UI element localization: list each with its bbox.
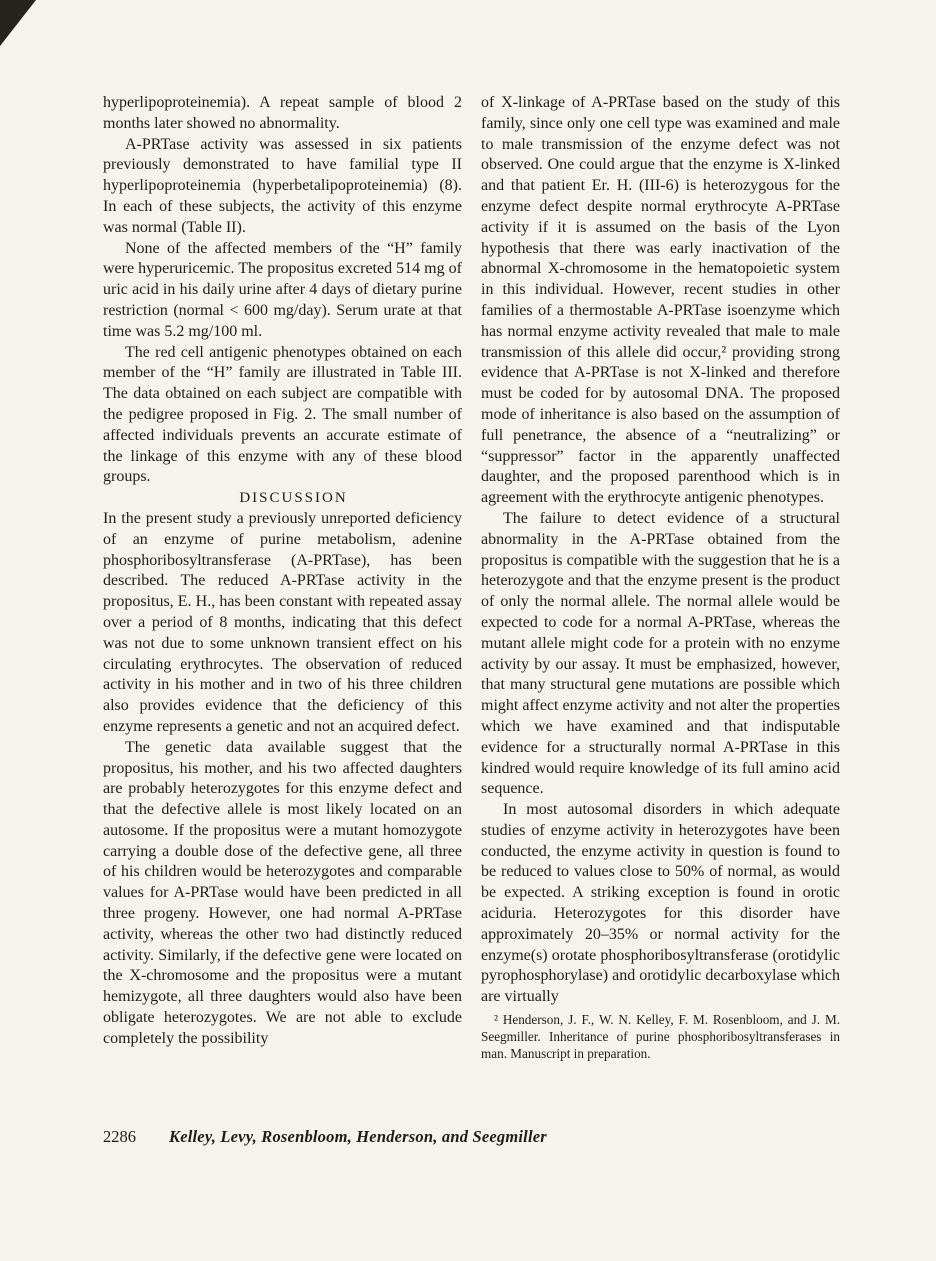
paragraph: In most autosomal disorders in which adequate studies of enzyme activity in heterozygotes have been conducted, the enzyme activity in question is found to be reduced to values close to 50% of normal, as would be expected. A striking exception is found in orotic aciduria. Heterozygotes for this disorder have approximately 20–35% or normal activity for the enzyme(s) orotate phosphoribosyltransferase (orotidylic pyrophosphorylase) and orotidylic decarboxylase which are virtually <box>481 801 841 1006</box>
paragraph: hyperlipoproteinemia). A repeat sample of blood 2 months later showed no abnormality. <box>103 94 462 132</box>
paragraph: The genetic data available suggest that the propositus, his mother, and his two affected daughters are probably heterozygotes for this enzyme defect and that the defective allele is most likely located on an autosome. If the propositus were a mutant homozygote carrying a double dose of the defective gene, all three of his children would be heterozygotes and comparable values for A-PRTase would have been predicted in all three progeny. However, one had normal A-PRTase activity, whereas the other two had distinctly reduced activity. Similarly, if the defective gene were located on the X-chromosome and the propositus were a mutant hemizygote, all three daughters would also have been obligate heterozygotes. We are not able to exclude completely the possibility <box>103 738 462 1047</box>
paragraph: The red cell antigenic phenotypes obtained on each member of the “H” family are illustrated in Table III. The data obtained on each subject are compatible with the pedigree proposed in Fig. 2. The small number of affected individuals prevents an accurate estimate of the linkage of this enzyme with any of these blood groups. <box>103 343 462 486</box>
page-footer <box>103 1127 547 1147</box>
paragraph: A-PRTase activity was assessed in six patients previously demonstrated to have familial type II hyperlipoproteinemia (hyperbetalipoproteinemia) (8). In each of these subjects, the activity of this enzyme was normal (Table II). <box>103 135 462 236</box>
paragraph: In the present study a previously unreported deficiency of an enzyme of purine metabolism, adenine phosphoribosyltransferase (A-PRTase), has been described. The reduced A-PRTase activity in the propositus, E. H., has been constant with repeated assay over a period of 8 months, indicating that this defect was not due to some unknown transient effect on his circulating erythrocytes. The observation of reduced activity in his mother and in two of his three children also provides evidence that the deficiency of this enzyme represents a genetic and not an acquired defect. <box>103 509 462 735</box>
paragraph: of X-linkage of A-PRTase based on the study of this family, since only one cell type was examined and male to male transmission of the enzyme defect was not observed. One could argue that the enzyme is X-linked and that patient Er. H. (III-6) is heterozygous for the enzyme defect despite normal erythrocyte A-PRTase activity if it is assumed on the basis of the Lyon hypothesis that there was early inactivation of the abnormal X-chromosome in the hematopoietic system in this individual. However, recent studies in other families of a thermostable A-PRTase isoenzyme which has normal enzyme activity revealed that male to male transmission of this allele did occur,² providing strong evidence that A-PRTase is not X-linked and therefore must be coded for by autosomal DNA. The proposed mode of inheritance is also based on the assumption of full penetrance, the absence of a “neutralizing” or “suppressor” factor in the apparently unaffected daughter, and the proposed parenthood which is in agreement with the erythrocyte antigenic phenotypes. <box>481 94 840 507</box>
two-column-text-area <box>103 93 840 1063</box>
section-heading-discussion: DISCUSSION <box>239 490 348 507</box>
paragraph: None of the affected members of the “H” family were hyperuricemic. The propositus excreted 514 mg of uric acid in his daily urine after 4 days of dietary purine restriction (normal < 600 mg/day). Serum urate at that time was 5.2 mg/100 ml. <box>103 239 462 340</box>
running-authors: Kelley, Levy, Rosenbloom, Henderson, and Seegmiller <box>169 1127 547 1146</box>
scan-corner-artifact <box>0 0 36 46</box>
right-column <box>481 93 840 1063</box>
paragraph: The failure to detect evidence of a structural abnormality in the A-PRTase obtained from the propositus is compatible with the suggestion that he is a heterozygote and that the enzyme present is the product of only the normal allele. The normal allele would be expected to code for a normal A-PRTase, whereas the mutant allele might code for a protein with no enzyme activity by our assay. It must be emphasized, however, that many structural gene mutations are possible which might affect enzyme activity and not alter the properties which we have examined and that indisputable evidence for a structurally normal A-PRTase in this kindred would require knowledge of its full amino acid sequence. <box>481 509 840 798</box>
left-column <box>103 93 462 1063</box>
footnote: ² Henderson, J. F., W. N. Kelley, F. M. Rosenbloom, and J. M. Seegmiller. Inheritance of purine phosphoribosyltransferases in man. Manuscript in preparation. <box>481 1012 840 1062</box>
page-number: 2286 <box>103 1127 136 1146</box>
